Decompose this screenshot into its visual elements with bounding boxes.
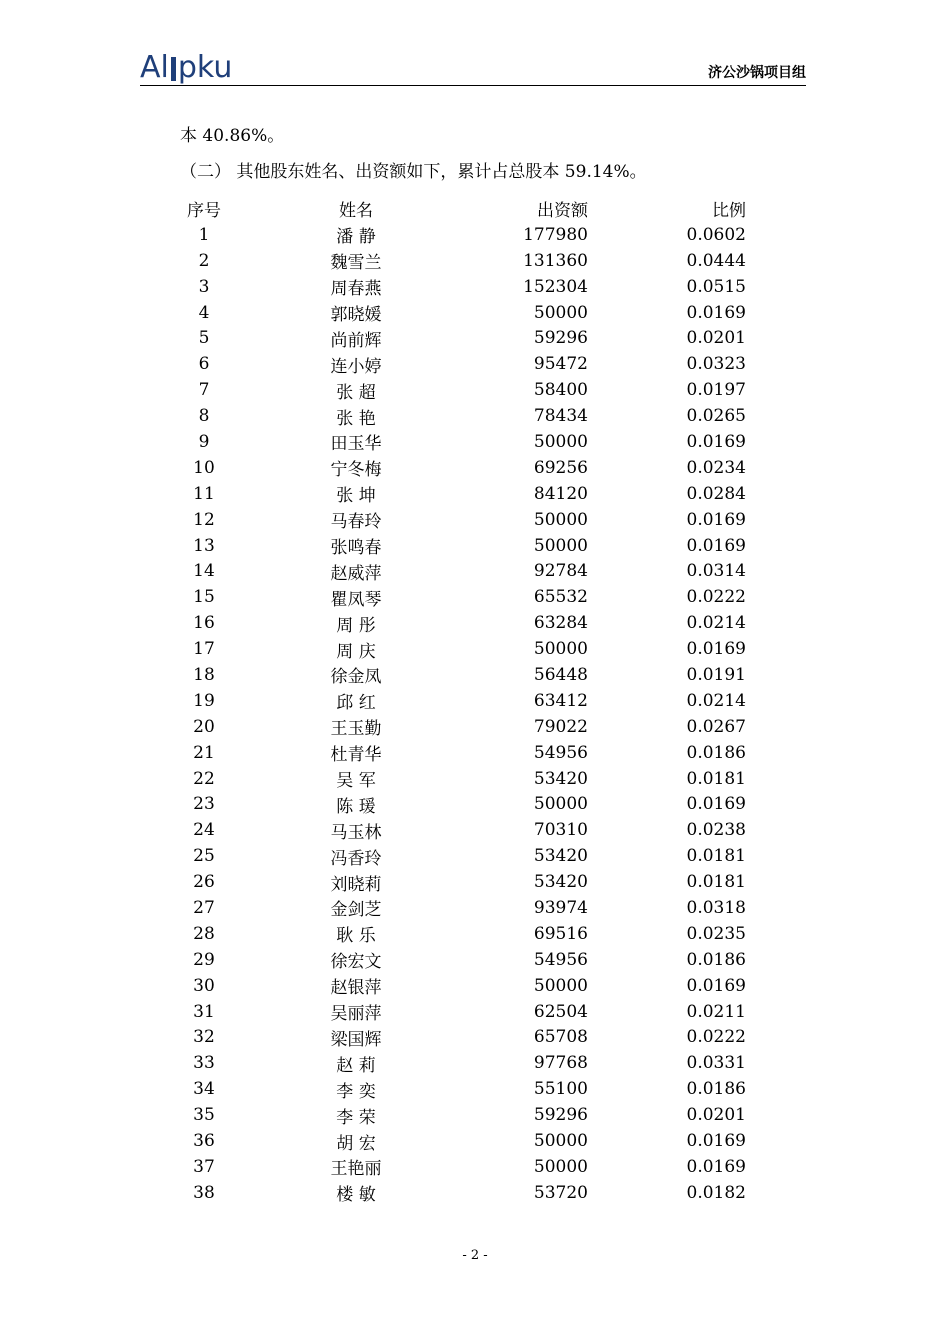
cell-index: 28 bbox=[193, 923, 215, 944]
cell-ratio: 0.0211 bbox=[686, 1001, 746, 1022]
logo-bar bbox=[171, 57, 176, 81]
cell-amount: 70310 bbox=[533, 820, 588, 841]
cell-name: 张 坤 bbox=[336, 486, 376, 507]
table-row bbox=[180, 351, 746, 377]
cell-ratio: 0.0169 bbox=[686, 975, 746, 996]
cell-amount: 84120 bbox=[533, 483, 588, 504]
cell-amount: 69516 bbox=[533, 923, 588, 944]
cell-amount: 59296 bbox=[533, 328, 588, 349]
cell-index: 15 bbox=[193, 587, 215, 608]
table-row bbox=[180, 636, 746, 662]
cell-ratio: 0.0284 bbox=[686, 483, 746, 504]
col-header-amount: 出资额 bbox=[537, 201, 588, 222]
table-row bbox=[180, 947, 746, 973]
cell-amount: 50000 bbox=[533, 794, 588, 815]
table-row bbox=[180, 869, 746, 895]
cell-index: 4 bbox=[198, 302, 210, 323]
cell-index: 6 bbox=[198, 354, 210, 375]
cell-index: 31 bbox=[193, 1001, 215, 1022]
cell-name: 周 庆 bbox=[336, 641, 376, 662]
cell-index: 7 bbox=[198, 380, 210, 401]
table-row bbox=[180, 817, 746, 843]
shareholder-table bbox=[180, 196, 746, 1206]
table-row bbox=[180, 1154, 746, 1180]
cell-name: 陈 瑗 bbox=[336, 796, 376, 817]
cell-amount: 152304 bbox=[523, 276, 588, 297]
page-number: - 2 - bbox=[462, 1248, 488, 1263]
table-row bbox=[180, 999, 746, 1025]
cell-name: 耿 乐 bbox=[336, 926, 376, 947]
cell-name: 张 艳 bbox=[336, 408, 376, 429]
body-line-2: （二） 其他股东姓名、出资额如下，累计占总股本 59.14%。 bbox=[180, 162, 647, 182]
cell-name: 徐金凤 bbox=[330, 667, 382, 688]
table-row bbox=[180, 1076, 746, 1102]
cell-name: 杜青华 bbox=[330, 745, 382, 766]
cell-amount: 79022 bbox=[533, 716, 588, 737]
cell-name: 赵 莉 bbox=[336, 1055, 376, 1076]
cell-name: 赵银萍 bbox=[330, 978, 382, 999]
cell-index: 3 bbox=[198, 276, 210, 297]
col-header-ratio: 比例 bbox=[712, 201, 746, 222]
page-header bbox=[140, 52, 806, 86]
cell-name: 周 彤 bbox=[336, 615, 376, 636]
cell-name: 瞿凤琴 bbox=[330, 589, 382, 610]
cell-ratio: 0.0186 bbox=[686, 742, 746, 763]
cell-index: 24 bbox=[193, 820, 215, 841]
cell-name: 吴丽萍 bbox=[330, 1004, 382, 1025]
cell-amount: 58400 bbox=[533, 380, 588, 401]
cell-index: 11 bbox=[193, 483, 215, 504]
table-row bbox=[180, 222, 746, 248]
cell-name: 王玉勤 bbox=[330, 719, 382, 740]
table-row bbox=[180, 455, 746, 481]
table-row bbox=[180, 1025, 746, 1051]
table-row bbox=[180, 325, 746, 351]
header-title: 济公沙锅项目组 bbox=[708, 65, 806, 81]
table-row bbox=[180, 610, 746, 636]
cell-ratio: 0.0222 bbox=[686, 1027, 746, 1048]
table-row bbox=[180, 507, 746, 533]
cell-index: 30 bbox=[193, 975, 215, 996]
cell-index: 16 bbox=[193, 613, 215, 634]
table-row bbox=[180, 558, 746, 584]
cell-amount: 53420 bbox=[533, 846, 588, 867]
cell-index: 10 bbox=[193, 457, 215, 478]
cell-amount: 55100 bbox=[533, 1079, 588, 1100]
cell-index: 38 bbox=[193, 1182, 215, 1203]
body-line-1: 本 40.86%。 bbox=[180, 126, 285, 146]
cell-index: 5 bbox=[198, 328, 210, 349]
logo-text-b: pku bbox=[177, 50, 233, 85]
cell-index: 17 bbox=[193, 639, 215, 660]
cell-amount: 50000 bbox=[533, 302, 588, 323]
cell-index: 26 bbox=[193, 872, 215, 893]
cell-ratio: 0.0169 bbox=[686, 302, 746, 323]
table-row bbox=[180, 429, 746, 455]
cell-index: 2 bbox=[198, 250, 210, 271]
cell-name: 邱 红 bbox=[336, 693, 376, 714]
table-row bbox=[180, 584, 746, 610]
cell-ratio: 0.0234 bbox=[686, 457, 746, 478]
cell-index: 18 bbox=[193, 664, 215, 685]
cell-amount: 59296 bbox=[533, 1105, 588, 1126]
cell-ratio: 0.0265 bbox=[686, 406, 746, 427]
cell-amount: 95472 bbox=[533, 354, 588, 375]
cell-name: 潘 静 bbox=[336, 227, 376, 248]
cell-name: 李 奕 bbox=[336, 1081, 376, 1102]
cell-ratio: 0.0191 bbox=[686, 664, 746, 685]
cell-name: 赵威萍 bbox=[330, 563, 382, 584]
table-row bbox=[180, 895, 746, 921]
cell-index: 29 bbox=[193, 949, 215, 970]
cell-name: 吴 军 bbox=[336, 771, 376, 792]
cell-ratio: 0.0267 bbox=[686, 716, 746, 737]
cell-name: 徐宏文 bbox=[330, 952, 382, 973]
cell-ratio: 0.0235 bbox=[686, 923, 746, 944]
cell-index: 21 bbox=[193, 742, 215, 763]
cell-index: 33 bbox=[193, 1053, 215, 1074]
cell-amount: 177980 bbox=[523, 224, 588, 245]
table-row bbox=[180, 533, 746, 559]
cell-amount: 65532 bbox=[533, 587, 588, 608]
cell-name: 张 超 bbox=[336, 382, 376, 403]
cell-amount: 53720 bbox=[533, 1182, 588, 1203]
cell-name: 周春燕 bbox=[330, 279, 382, 300]
cell-index: 27 bbox=[193, 897, 215, 918]
cell-amount: 93974 bbox=[533, 897, 588, 918]
cell-name: 马春玲 bbox=[330, 512, 382, 533]
cell-name: 梁国辉 bbox=[330, 1029, 382, 1050]
cell-index: 32 bbox=[193, 1027, 215, 1048]
cell-amount: 56448 bbox=[533, 664, 588, 685]
cell-name: 马玉林 bbox=[330, 822, 382, 843]
cell-amount: 69256 bbox=[533, 457, 588, 478]
cell-ratio: 0.0182 bbox=[686, 1182, 746, 1203]
cell-amount: 62504 bbox=[533, 1001, 588, 1022]
cell-ratio: 0.0323 bbox=[686, 354, 746, 375]
cell-ratio: 0.0201 bbox=[686, 328, 746, 349]
cell-ratio: 0.0318 bbox=[686, 897, 746, 918]
cell-amount: 50000 bbox=[533, 1156, 588, 1177]
cell-index: 36 bbox=[193, 1131, 215, 1151]
cell-amount: 50000 bbox=[533, 975, 588, 996]
cell-index: 14 bbox=[193, 561, 215, 582]
cell-name: 田玉华 bbox=[330, 434, 382, 455]
cell-ratio: 0.0214 bbox=[686, 613, 746, 634]
table-row bbox=[180, 843, 746, 869]
cell-amount: 53420 bbox=[533, 872, 588, 893]
cell-ratio: 0.0169 bbox=[686, 794, 746, 815]
cell-amount: 131360 bbox=[523, 250, 588, 271]
table-row bbox=[180, 1180, 746, 1206]
table-row bbox=[180, 1128, 746, 1154]
cell-amount: 54956 bbox=[533, 949, 588, 970]
table-row bbox=[180, 688, 746, 714]
cell-name: 宁冬梅 bbox=[330, 460, 382, 481]
cell-amount: 50000 bbox=[533, 639, 588, 660]
cell-index: 25 bbox=[193, 846, 215, 867]
cell-amount: 63412 bbox=[533, 690, 588, 711]
table-row bbox=[180, 766, 746, 792]
cell-name: 郭晓媛 bbox=[330, 305, 382, 325]
cell-amount: 63284 bbox=[533, 613, 588, 634]
cell-ratio: 0.0331 bbox=[686, 1053, 746, 1074]
table-row bbox=[180, 1102, 746, 1128]
cell-name: 李 荣 bbox=[336, 1107, 376, 1128]
cell-ratio: 0.0238 bbox=[686, 820, 746, 841]
cell-index: 37 bbox=[193, 1156, 215, 1177]
cell-ratio: 0.0186 bbox=[686, 949, 746, 970]
table-row bbox=[180, 248, 746, 274]
cell-index: 13 bbox=[193, 535, 215, 556]
cell-ratio: 0.0169 bbox=[686, 431, 746, 452]
cell-amount: 54956 bbox=[533, 742, 588, 763]
cell-name: 胡 宏 bbox=[336, 1133, 376, 1154]
logo bbox=[140, 52, 232, 84]
cell-index: 35 bbox=[193, 1105, 215, 1126]
cell-amount: 50000 bbox=[533, 509, 588, 530]
cell-ratio: 0.0602 bbox=[686, 224, 746, 245]
cell-ratio: 0.0186 bbox=[686, 1079, 746, 1100]
cell-name: 王艳丽 bbox=[330, 1159, 382, 1180]
cell-amount: 78434 bbox=[533, 406, 588, 427]
cell-index: 20 bbox=[193, 716, 215, 737]
cell-ratio: 0.0222 bbox=[686, 587, 746, 608]
cell-ratio: 0.0169 bbox=[686, 1156, 746, 1177]
cell-ratio: 0.0201 bbox=[686, 1105, 746, 1126]
cell-index: 12 bbox=[193, 509, 215, 530]
table-row bbox=[180, 740, 746, 766]
table-row bbox=[180, 662, 746, 688]
cell-name: 魏雪兰 bbox=[330, 253, 382, 274]
cell-index: 22 bbox=[193, 768, 215, 789]
table-row bbox=[180, 973, 746, 999]
cell-name: 连小婷 bbox=[330, 356, 382, 377]
col-header-index: 序号 bbox=[187, 201, 221, 222]
cell-index: 34 bbox=[193, 1079, 215, 1100]
table-row bbox=[180, 300, 746, 326]
cell-ratio: 0.0314 bbox=[686, 561, 746, 582]
table-row bbox=[180, 791, 746, 817]
table-header-row bbox=[180, 196, 746, 222]
cell-ratio: 0.0515 bbox=[686, 276, 746, 297]
cell-index: 8 bbox=[198, 406, 210, 427]
cell-name: 冯香玲 bbox=[330, 848, 382, 869]
logo-text-a: Al bbox=[140, 50, 169, 85]
cell-name: 尚前辉 bbox=[330, 330, 382, 351]
table-body bbox=[180, 222, 746, 1206]
cell-ratio: 0.0181 bbox=[686, 846, 746, 867]
table-row bbox=[180, 377, 746, 403]
cell-index: 1 bbox=[198, 224, 210, 245]
cell-ratio: 0.0181 bbox=[686, 872, 746, 893]
table-row bbox=[180, 1050, 746, 1076]
cell-ratio: 0.0169 bbox=[686, 535, 746, 556]
table-row bbox=[180, 481, 746, 507]
cell-name: 楼 敏 bbox=[336, 1185, 376, 1206]
cell-ratio: 0.0169 bbox=[686, 639, 746, 660]
cell-name: 张鸣春 bbox=[330, 538, 382, 559]
cell-name: 金剑芝 bbox=[330, 900, 382, 921]
cell-amount: 97768 bbox=[533, 1053, 588, 1074]
cell-ratio: 0.0169 bbox=[686, 1131, 746, 1151]
cell-amount: 50000 bbox=[533, 431, 588, 452]
table-row bbox=[180, 921, 746, 947]
cell-ratio: 0.0181 bbox=[686, 768, 746, 789]
cell-ratio: 0.0214 bbox=[686, 690, 746, 711]
cell-amount: 53420 bbox=[533, 768, 588, 789]
cell-ratio: 0.0169 bbox=[686, 509, 746, 530]
table-row bbox=[180, 403, 746, 429]
col-header-name: 姓名 bbox=[339, 201, 373, 222]
table-row bbox=[180, 714, 746, 740]
cell-ratio: 0.0197 bbox=[686, 380, 746, 401]
cell-amount: 50000 bbox=[533, 1131, 588, 1151]
cell-index: 9 bbox=[198, 431, 210, 452]
cell-index: 23 bbox=[193, 794, 215, 815]
table-row bbox=[180, 274, 746, 300]
cell-ratio: 0.0444 bbox=[686, 250, 746, 271]
cell-amount: 50000 bbox=[533, 535, 588, 556]
cell-index: 19 bbox=[193, 690, 215, 711]
cell-amount: 92784 bbox=[533, 561, 588, 582]
cell-amount: 65708 bbox=[533, 1027, 588, 1048]
cell-name: 刘晓莉 bbox=[330, 874, 382, 895]
